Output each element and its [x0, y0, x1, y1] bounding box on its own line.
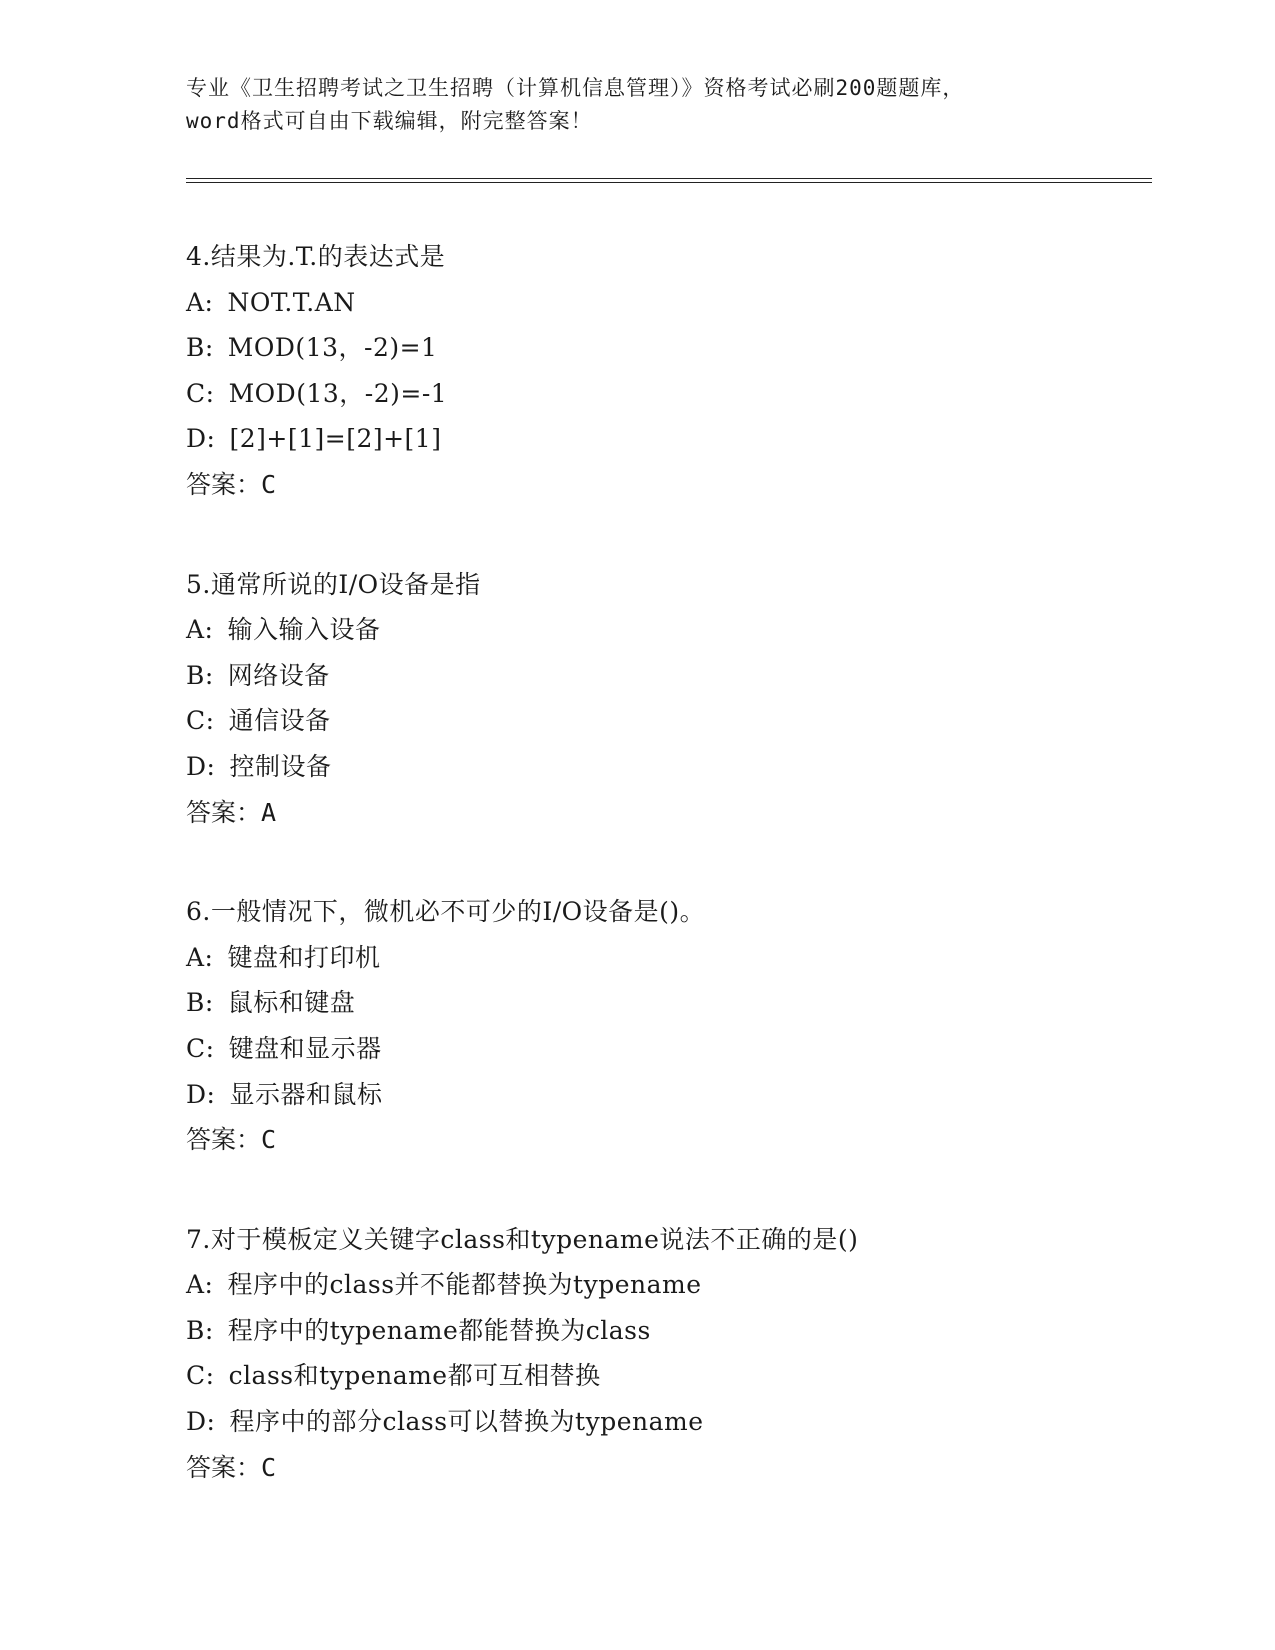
option-letter: A: [186, 1270, 214, 1300]
option-d [186, 1399, 1146, 1445]
option-text: [2]+[1]=[2]+[1] [229, 424, 442, 454]
option-letter: C: [186, 378, 215, 408]
option-letter: A: [186, 615, 214, 645]
option-text: 显示器和鼠标 [229, 1079, 383, 1109]
option-text: 程序中的部分class可以替换为typename [229, 1407, 704, 1437]
option-text: class和typename都可互相替换 [228, 1361, 601, 1391]
option-letter: C: [186, 706, 215, 736]
question-stem: 5.通常所说的I/O设备是指 [186, 569, 481, 599]
option-text: NOT.T.AN [227, 287, 356, 317]
header-double-rule [186, 178, 1152, 183]
option-a [186, 280, 1146, 326]
header-line-2: word格式可自由下载编辑，附完整答案！ [186, 109, 593, 133]
option-b [186, 325, 1146, 371]
question-4 [186, 234, 1146, 508]
option-letter: D: [186, 1079, 216, 1109]
option-letter: A: [186, 942, 214, 972]
option-letter: D: [186, 424, 216, 454]
question-5 [186, 562, 1146, 836]
option-c [186, 698, 1146, 744]
option-text: 程序中的class并不能都替换为typename [227, 1270, 702, 1300]
option-text: 程序中的typename都能替换为class [227, 1315, 651, 1345]
option-text: 键盘和打印机 [227, 942, 381, 972]
option-a [186, 935, 1146, 981]
question-stem: 7.对于模板定义关键字class和typename说法不正确的是() [186, 1224, 859, 1254]
option-b [186, 653, 1146, 699]
question-7 [186, 1217, 1146, 1491]
option-text: 输入输入设备 [227, 615, 381, 645]
question-stem: 4.结果为.T.的表达式是 [186, 242, 446, 271]
option-text: 网络设备 [227, 660, 330, 690]
option-d [186, 416, 1146, 462]
answer-line: 答案：C [186, 1452, 277, 1482]
answer-line: 答案：C [186, 1125, 277, 1155]
option-d [186, 1072, 1146, 1118]
option-letter: B: [186, 988, 214, 1018]
question-stem: 6.一般情况下，微机必不可少的I/O设备是()。 [186, 897, 706, 927]
option-text: 通信设备 [228, 706, 331, 736]
option-text: MOD(13，-2)=-1 [228, 378, 448, 408]
question-list [186, 234, 1146, 1544]
option-letter: D: [186, 751, 216, 781]
option-text: 键盘和显示器 [228, 1033, 382, 1063]
option-b [186, 980, 1146, 1026]
option-letter: A: [186, 287, 214, 317]
option-letter: B: [186, 1315, 214, 1345]
option-letter: D: [186, 1407, 216, 1437]
option-text: 鼠标和键盘 [227, 988, 356, 1018]
answer-line: 答案：A [186, 797, 277, 827]
option-c [186, 371, 1146, 417]
option-letter: C: [186, 1361, 215, 1391]
option-b [186, 1308, 1146, 1354]
option-c [186, 1026, 1146, 1072]
option-text: MOD(13，-2)=1 [227, 333, 438, 363]
document-header [186, 72, 1106, 138]
option-c [186, 1353, 1146, 1399]
answer-line: 答案：C [186, 469, 277, 499]
option-letter: B: [186, 660, 214, 690]
header-line-1: 专业《卫生招聘考试之卫生招聘（计算机信息管理）》资格考试必刷200题题库， [186, 76, 965, 100]
option-a [186, 1262, 1146, 1308]
option-letter: B: [186, 333, 214, 363]
option-text: 控制设备 [229, 751, 332, 781]
option-d [186, 744, 1146, 790]
question-6 [186, 889, 1146, 1163]
option-a [186, 607, 1146, 653]
option-letter: C: [186, 1033, 215, 1063]
